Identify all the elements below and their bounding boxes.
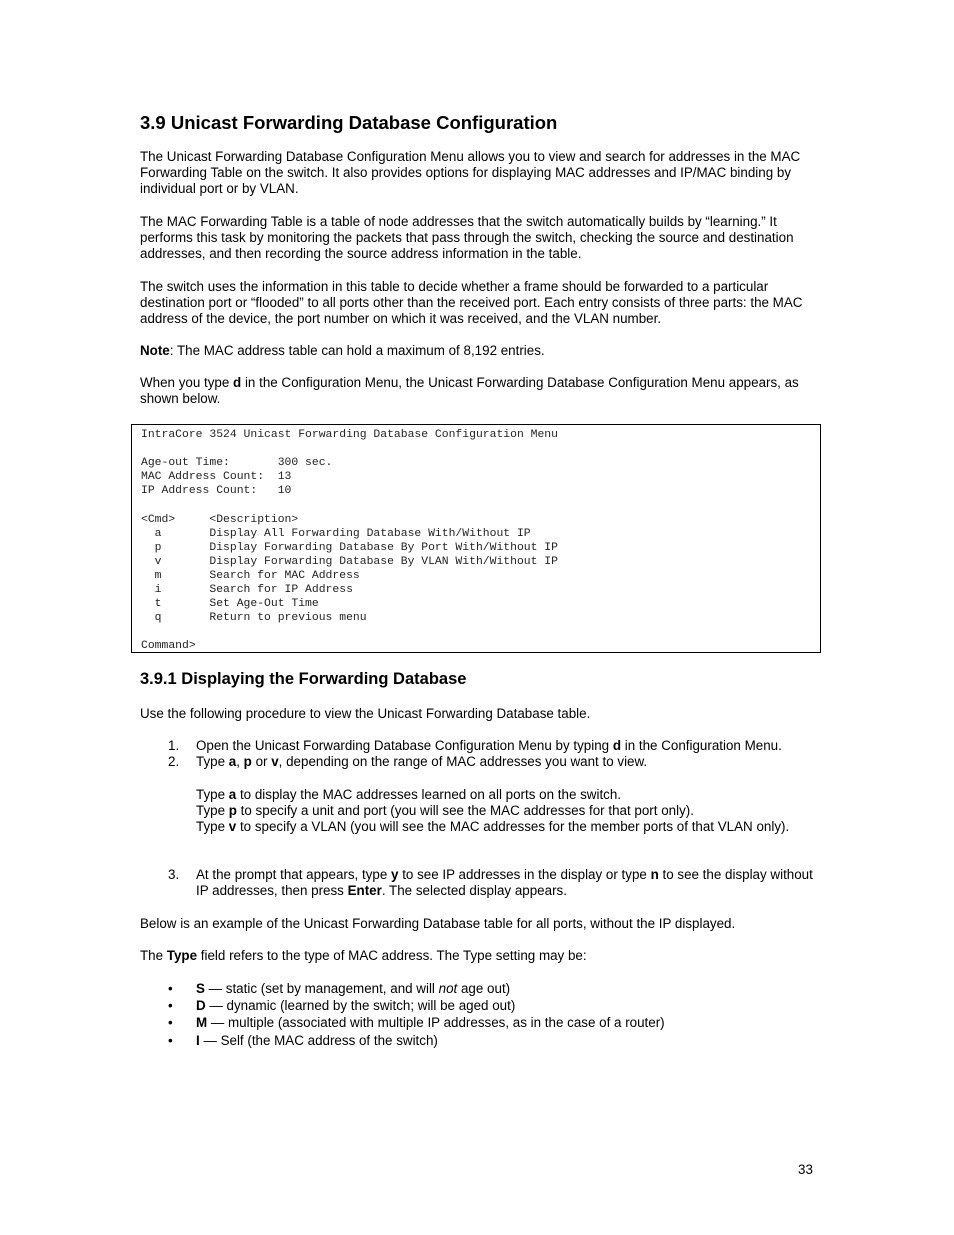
text: in the Configuration Menu, the Unicast Forwarding Database Configuration Menu appears, as shown below. <box>140 375 799 407</box>
page-number: 33 <box>798 1162 813 1177</box>
text: to see IP addresses in the display or type <box>398 867 651 882</box>
text: Type <box>196 803 229 818</box>
mac-table-paragraph: The MAC Forwarding Table is a table of node addresses that the switch automatically builds by “learning.” It performs this task by monitoring the packets that pass through the switch, checking the source and destination addresses, and then recording the source address information in the table. <box>140 214 794 262</box>
step-number: 3. <box>168 867 180 882</box>
step-number: 2. <box>168 754 180 769</box>
text: — multiple (associated with multiple IP addresses, as in the case of a router) <box>207 1015 665 1030</box>
text: or <box>251 754 272 769</box>
text: — Self (the MAC address of the switch) <box>199 1033 438 1048</box>
text: , depending on the range of MAC addresses you want to view. <box>278 754 648 769</box>
bullet-dot: • <box>168 998 173 1013</box>
terminal-line <box>141 625 820 639</box>
type-code: M <box>196 1015 208 1030</box>
bullet-text <box>196 981 510 997</box>
forwarding-paragraph: The switch uses the information in this table to decide whether a frame should be forwarded to a particular destination port or “flooded” to all ports other than the received port. Each entry consists of three parts: the MAC address of the device, the port number on which it was received, and the VLAN number. <box>140 279 803 327</box>
text: to specify a VLAN (you will see the MAC addresses for the member ports of that VLAN only). <box>236 819 790 834</box>
bullet-text <box>196 998 515 1014</box>
bullet-text <box>196 1015 665 1031</box>
text: — static (set by management, and will <box>204 981 439 996</box>
note-paragraph <box>140 343 816 359</box>
step-2-detail-v <box>196 819 816 835</box>
key-enter: Enter <box>347 883 382 899</box>
key-d: d <box>612 738 622 753</box>
key-v: v <box>228 819 237 834</box>
terminal-line: Command> <box>141 640 196 653</box>
key-y: y <box>391 867 399 882</box>
type-keyword: Type <box>166 948 198 963</box>
menu-intro-paragraph <box>140 375 816 407</box>
text: Type <box>196 819 229 834</box>
text: to display the MAC addresses learned on all ports on the switch. <box>236 787 622 802</box>
type-code: D <box>196 998 206 1013</box>
key-a: a <box>228 787 237 802</box>
step-text <box>196 754 816 770</box>
text: in the Configuration Menu. <box>621 738 782 753</box>
terminal-line: m Search for MAC Address <box>141 569 360 582</box>
text: field refers to the type of MAC address. The Type setting may be: <box>197 948 587 963</box>
terminal-line: p Display Forwarding Database By Port With/Without IP <box>141 541 558 554</box>
terminal-line: i Search for IP Address <box>141 584 353 597</box>
key-p: p <box>228 803 237 818</box>
key-v: v <box>271 754 279 769</box>
terminal-line: Age-out Time: 300 sec. <box>141 457 333 470</box>
example-paragraph: Below is an example of the Unicast Forwarding Database table for all ports, without the IP displayed. <box>140 916 736 931</box>
subsection-heading: 3.9.1 Displaying the Forwarding Database <box>140 670 467 688</box>
terminal-line: IntraCore 3524 Unicast Forwarding Database Configuration Menu <box>141 429 558 441</box>
procedure-intro: Use the following procedure to view the Unicast Forwarding Database table. <box>140 706 591 721</box>
text: , <box>236 754 244 769</box>
note-label: Note <box>140 343 170 358</box>
text: Type <box>196 754 229 769</box>
note-text: : The MAC address table can hold a maximum of 8,192 entries. <box>169 343 545 358</box>
bullet-text <box>196 1033 438 1049</box>
bullet-dot: • <box>168 1015 173 1030</box>
terminal-line <box>141 442 820 456</box>
terminal-screen <box>131 424 821 653</box>
text: The <box>140 948 167 963</box>
text: . The selected display appears. <box>381 883 567 899</box>
key-n: n <box>650 867 659 882</box>
emphasis: not <box>438 981 458 996</box>
step-text <box>196 867 816 899</box>
type-code: I <box>196 1033 200 1048</box>
type-field-paragraph <box>140 948 816 964</box>
text: to see the display without IP addresses, then press <box>196 867 813 899</box>
text: — dynamic (learned by the switch; will be aged out) <box>205 998 516 1013</box>
text: When you type <box>140 375 234 390</box>
terminal-line: MAC Address Count: 13 <box>141 471 292 484</box>
terminal-line: a Display All Forwarding Database With/Without IP <box>141 527 531 540</box>
key-a: a <box>228 754 237 769</box>
terminal-line: v Display Forwarding Database By VLAN With/Without IP <box>141 555 558 568</box>
type-code: S <box>196 981 205 996</box>
intro-paragraph: The Unicast Forwarding Database Configuration Menu allows you to view and search for addresses in the MAC Forwarding Table on the switch. It also provides options for displaying MAC addresses and IP/MAC binding by individual port or by VLAN. <box>140 149 801 197</box>
text: to specify a unit and port (you will see the MAC addresses for that port only). <box>236 803 694 818</box>
text: Type <box>196 787 229 802</box>
bullet-dot: • <box>168 1033 173 1048</box>
step-text <box>196 738 816 754</box>
terminal-line <box>141 498 820 512</box>
key-d: d <box>233 375 242 390</box>
bullet-dot: • <box>168 981 173 996</box>
text: age out) <box>457 981 511 996</box>
text: Open the Unicast Forwarding Database Configuration Menu by typing <box>196 738 613 753</box>
terminal-line: t Set Age-Out Time <box>141 598 319 611</box>
section-heading: 3.9 Unicast Forwarding Database Configuration <box>140 112 558 133</box>
key-p: p <box>243 754 252 769</box>
step-2-detail-a <box>196 787 816 803</box>
step-2-detail-p <box>196 803 816 819</box>
terminal-line: IP Address Count: 10 <box>141 485 292 498</box>
step-number: 1. <box>168 738 180 753</box>
text: At the prompt that appears, type <box>196 867 392 882</box>
terminal-line: <Cmd> <Description> <box>141 513 299 526</box>
terminal-line: q Return to previous menu <box>141 612 367 625</box>
